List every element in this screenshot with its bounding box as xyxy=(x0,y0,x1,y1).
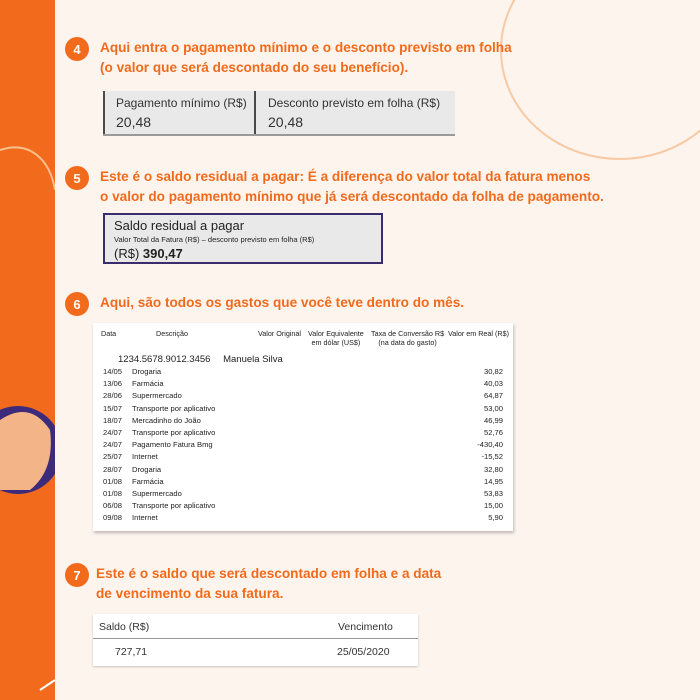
row-description: Transporte por aplicativo xyxy=(132,428,216,437)
row-description: Drogaria xyxy=(132,367,162,376)
row-value: 53,00 xyxy=(483,403,503,413)
balance-label: Saldo (R$) xyxy=(99,621,150,633)
decorative-curve xyxy=(500,0,700,160)
row-description: Farmácia xyxy=(132,379,164,389)
row-description: Internet xyxy=(132,452,158,462)
table-row xyxy=(93,513,503,525)
row-value: 30,82 xyxy=(483,367,503,376)
step-5-badge xyxy=(65,166,89,190)
discount-value: 20,48 xyxy=(268,114,304,130)
due-date-label: Vencimento xyxy=(338,621,393,633)
currency-label: (R$) xyxy=(114,246,140,261)
table-row xyxy=(93,428,503,440)
header-line: Taxa de Conversão R$ xyxy=(371,329,445,338)
header-date: Data xyxy=(101,329,117,338)
transactions-table xyxy=(93,323,513,531)
table-row xyxy=(93,404,503,416)
step-number: 4 xyxy=(73,41,81,57)
table-row xyxy=(93,452,503,464)
header-conversion-rate xyxy=(371,329,444,347)
minimum-payment-box xyxy=(103,91,455,136)
header-line: (na data do gasto) xyxy=(378,338,437,347)
residual-subtitle: Valor Total da Fatura (R$) – desconto previsto em folha (R$) xyxy=(114,235,315,244)
step-6-heading xyxy=(100,293,640,313)
header-line: Valor Equivalente xyxy=(308,329,364,338)
heading-line: (o valor que será descontado do seu benefício). xyxy=(100,60,409,75)
table-row xyxy=(93,391,503,403)
table-row xyxy=(93,501,503,513)
residual-title: Saldo residual a pagar xyxy=(114,218,245,233)
row-description: Internet xyxy=(132,513,158,523)
row-date: 01/08 xyxy=(103,489,123,498)
row-description: Mercadinho do João xyxy=(132,415,201,425)
row-value: 64,87 xyxy=(483,391,503,401)
row-date: 24/07 xyxy=(103,440,123,450)
row-description: Transporte por aplicativo xyxy=(132,403,216,413)
min-payment-cell xyxy=(103,91,256,134)
step-number: 5 xyxy=(73,170,81,186)
header-brl-value: Valor em Real (R$) xyxy=(448,329,509,338)
heading-line: de vencimento da sua fatura. xyxy=(96,586,284,601)
row-description: Farmácia xyxy=(132,476,164,486)
residual-value: 390,47 xyxy=(142,246,183,261)
header-original-value: Valor Original xyxy=(258,329,302,338)
row-date: 25/07 xyxy=(103,452,123,462)
row-date: 01/08 xyxy=(103,476,123,486)
step-4-badge xyxy=(65,37,89,61)
header-usd-value xyxy=(308,329,364,347)
step-7-heading xyxy=(96,564,636,604)
residual-balance-box xyxy=(103,213,383,264)
table-row xyxy=(93,379,503,391)
discount-label: Desconto previsto em folha (R$) xyxy=(268,96,441,110)
step-number: 6 xyxy=(73,296,81,312)
row-description: Supermercado xyxy=(132,391,182,401)
row-date: 14/05 xyxy=(103,367,123,376)
table-row xyxy=(93,416,503,428)
heading-line: Este é o saldo que será descontado em folha e a data xyxy=(96,566,442,581)
row-value: -430,40 xyxy=(477,440,503,450)
row-value: 5,90 xyxy=(488,513,503,523)
row-value: -15,52 xyxy=(481,452,503,462)
row-value: 32,80 xyxy=(483,464,503,474)
step-7-badge xyxy=(65,563,89,587)
row-date: 28/07 xyxy=(103,464,123,474)
balance-value: 727,71 xyxy=(115,646,148,658)
discount-cell xyxy=(256,91,455,134)
table-row xyxy=(93,477,503,489)
header-description: Descrição xyxy=(156,329,188,338)
row-date: 24/07 xyxy=(103,428,123,437)
due-date-value: 25/05/2020 xyxy=(337,646,390,658)
heading-line: Este é o saldo residual a pagar: É a diferença do valor total da fatura menos xyxy=(100,169,591,184)
step-5-heading xyxy=(100,167,660,207)
heading-line: Aqui entra o pagamento mínimo e o desconto previsto em folha xyxy=(100,40,512,55)
heading-line: o valor do pagamento mínimo que já será descontado da folha de pagamento. xyxy=(100,189,604,204)
row-value: 46,99 xyxy=(483,415,503,425)
row-description: Supermercado xyxy=(132,489,182,498)
balance-due-box xyxy=(93,614,418,666)
row-value: 15,00 xyxy=(483,501,503,511)
row-date: 06/08 xyxy=(103,501,123,511)
row-date: 13/06 xyxy=(103,379,123,389)
row-date: 15/07 xyxy=(103,403,123,413)
residual-amount xyxy=(114,246,183,261)
row-value: 53,83 xyxy=(483,489,503,498)
card-holder: Manuela Silva xyxy=(223,354,283,365)
step-6-badge xyxy=(65,292,89,316)
step-number: 7 xyxy=(73,567,81,583)
min-payment-value: 20,48 xyxy=(116,114,152,130)
balance-header-row xyxy=(93,614,418,639)
row-description: Drogaria xyxy=(132,464,162,474)
table-row xyxy=(93,489,503,501)
table-row xyxy=(93,367,503,379)
header-line: em dólar (US$) xyxy=(311,338,361,347)
row-value: 52,76 xyxy=(483,428,503,437)
min-payment-label: Pagamento mínimo (R$) xyxy=(116,96,247,110)
row-description: Pagamento Fatura Bmg xyxy=(132,440,213,450)
table-row xyxy=(93,465,503,477)
row-date: 18/07 xyxy=(103,415,123,425)
step-4-heading xyxy=(100,38,640,78)
table-row xyxy=(93,440,503,452)
card-info xyxy=(118,354,283,365)
heading-line: Aqui, são todos os gastos que você teve dentro do mês. xyxy=(100,295,465,310)
row-value: 14,95 xyxy=(483,476,503,486)
row-date: 28/06 xyxy=(103,391,123,401)
row-description: Transporte por aplicativo xyxy=(132,501,216,511)
row-date: 09/08 xyxy=(103,513,123,523)
row-value: 40,03 xyxy=(483,379,503,389)
card-number: 1234.5678.9012.3456 xyxy=(118,354,211,365)
